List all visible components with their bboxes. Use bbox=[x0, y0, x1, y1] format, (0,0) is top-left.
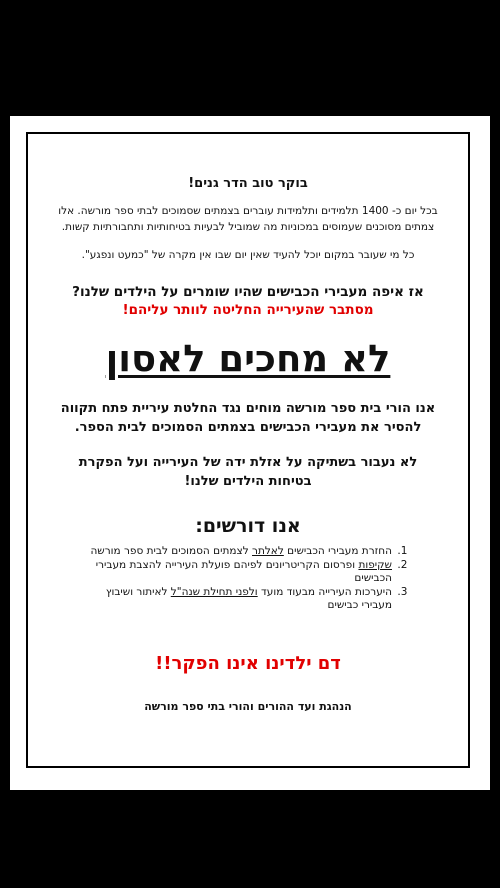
silence-paragraph: לא נעבור בשתיקה על אזלת ידה של העירייה ועל הפקרת בטיחות הילדים שלנו! bbox=[78, 455, 418, 489]
demand-3-after: לאיתור ושיבוץ מעבירי כבישים bbox=[105, 585, 392, 611]
flyer-border bbox=[26, 132, 470, 768]
intro-paragraph: בכל יום כ- 1400 תלמידים ותלמידות עוברים בצמתים שסמוכים לבתי ספר מורשה. אלו צמתים מסוכנים שעמוסים במכוניות מה שמוביל לבעיות בטיחותיות ותחבורתיות קשות. bbox=[58, 205, 438, 233]
demand-2-underlined: שקיפות bbox=[358, 558, 392, 571]
demand-2-after: ופרסום הקריטריונים לפיהם פועלת העירייה להצבת מעבירי הכבישים bbox=[95, 558, 392, 584]
demand-3-before: היערכות העירייה מבעוד מועד bbox=[257, 585, 392, 598]
slogan: דם ילדינו אינו הפקר!! bbox=[155, 652, 341, 674]
headline: לא מחכים לאסון bbox=[105, 337, 391, 380]
flyer-content bbox=[28, 134, 468, 766]
demands-title: אנו דורשים: bbox=[195, 515, 301, 537]
demands-list bbox=[56, 545, 440, 613]
question-line: אז איפה מעבירי הכבישים שהיו שומרים על הילדים שלנו? bbox=[72, 284, 424, 300]
flyer-sheet bbox=[10, 116, 490, 790]
answer-line: מסתבר שהעירייה החליטה לוותר עליהם! bbox=[122, 302, 374, 318]
demand-item-1 bbox=[76, 545, 394, 559]
demand-item-2 bbox=[76, 559, 394, 586]
protest-paragraph: אנו הורי בית ספר מורשה מוחים נגד החלטת עיריית פתח תקווה להסיר את מעבירי הכבישים בצמתים הסמוכים לבית הספר. bbox=[60, 401, 436, 435]
demand-1-before: החזרת מעבירי הכבישים bbox=[283, 545, 392, 557]
greeting: בוקר טוב הדר גנים! bbox=[188, 176, 308, 191]
near-miss-paragraph: כל מי שעובר במקום יוכל להעיד שאין יום שבו אין מקרה של "כמעט ונפגע". bbox=[81, 249, 415, 261]
demand-1-after: לצמתים הסמוכים לבית ספר מורשה bbox=[90, 545, 253, 557]
demand-item-3 bbox=[76, 586, 394, 613]
signature: הנהגת ועד ההורים והורי בתי ספר מורשה bbox=[144, 699, 352, 713]
demand-1-underlined: לאלתר bbox=[252, 545, 284, 557]
demand-3-underlined: ולפני תחילת שנה"ל bbox=[170, 585, 258, 598]
